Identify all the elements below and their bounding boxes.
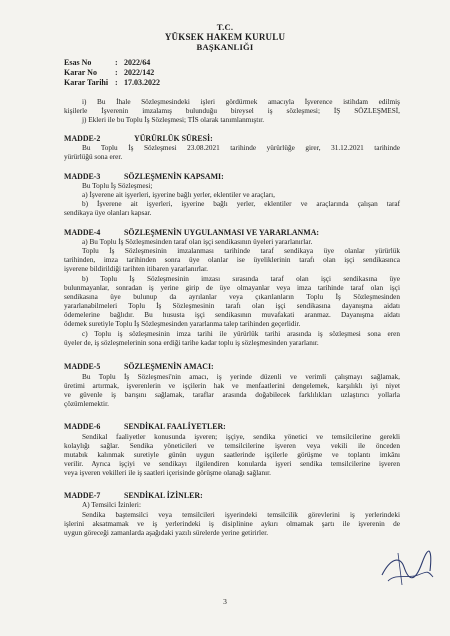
paragraph-line: çözümlemektir. [64,400,109,408]
paragraph-line: b) Toplu İş Sözleşmesinin imzası sırasında taraf olan işçi sendikasına üye [82,275,400,283]
madde-number: MADDE-6 [64,422,101,431]
esas-no-value: 2022/64 [124,58,151,67]
paragraph-line: bulunmayanlar, sonradan iş yerine girip de üye olmayanlar veya imza tarihinde taraf olan işçi [64,284,400,292]
karar-tarihi-value: 17.03.2022 [124,78,160,87]
paragraph-line: veya işveren vekilleri ile iş saatleri içerisinde görüşme olanağı sağlanır. [64,469,271,477]
paragraph-line: Bu Toplu İş Sözleşmesi 23.08.2021 tarihinde yürürlüğe girer, 31.12.2021 tarihinde [82,144,400,152]
paragraph-line: üyeler de, iş sözleşmelerinin sona erdiği tarihe kadar toplu iş sözleşmesinden yararlanır. [64,339,319,347]
paragraph-line: üretimi artırmak, işverenlerin ve işçilerin hak ve menfaatlerini dengelemek, karşılıklı iyi niyet [64,382,400,390]
paragraph-line: yararlanabilmeleri Toplu İş Sözleşmesinin tarafı olan işçi sendikasına dayanışma aidatı [64,302,400,310]
esas-no-label: Esas No [64,58,92,67]
paragraph-line: işverene bildirildiği tarihten itibaren yararlanırlar. [64,265,208,273]
paragraph-line: c) Toplu iş sözleşmesinin imza tarihi ile yürürlük tarihi arasında iş sözleşmesi sona eren [82,330,400,338]
intro-line: kişilerle İşverenin imzalamış bulunduğu bireysel iş sözleşmesi; İŞ SÖZLEŞMESİ, [64,107,400,115]
paragraph-line: sendikaya üye olanları kapsar. [64,209,152,217]
paragraph-line: Bu Toplu İş Sözleşmesi'nin amacı, iş yerinde düzenli ve verimli çalışmayı sağlamak, [82,373,400,381]
paragraph-line: a) Bu Toplu İş Sözleşmesinden taraf olan işçi sendikasının üyeleri yararlanırlar. [82,238,313,246]
paragraph-line: tarihinden, imza tarihinden sonra üye olanlar ise üyeliklerinin tarafı olan işçi sendikasınca [64,256,400,264]
paragraph-line: kolaylığı sağlar. Sendika yöneticileri ve temsilcilerine işveren veya vekili ile önceden [64,442,400,450]
header-court: YÜKSEK HAKEM KURULU [164,32,286,42]
paragraph-line: Bu Toplu İş Sözleşmesi; [82,182,153,190]
paragraph-line: A) Temsilci İzinleri: [82,501,141,509]
paragraph-line: Toplu İş Sözleşmesinin imzalanması tarihinde taraf sendikaya üye olanlar yürürlük [82,247,400,255]
paragraph-line: ödemek suretiyle Toplu İş Sözleşmesinden yararlanma talep tarihinden geçerlidir. [64,320,301,328]
madde-title: SÖZLEŞMENİN AMACI: [124,362,214,371]
paragraph-line: Sendika baştemsilci veya temsilcileri işyerindeki temsilcilik görevlerini iş yerlerindeki [82,511,400,519]
karar-no-value: 2022/142 [124,68,155,77]
madde-title: YÜRÜRLÜK SÜRESİ: [134,134,213,143]
paragraph-line: uygun göreceği zamanlarda aşağıdaki yazılı sürelerde yerine getirirler. [64,529,269,537]
madde-title: SENDİKAL İZİNLER: [124,491,203,500]
page-number: 3 [223,597,227,606]
karar-no-label: Karar No [64,68,97,77]
paragraph-line: yürürlüğü sona erer. [64,153,123,161]
paragraph-line: sendikasına üye bulunup da ayrılanlar veya çıkarılanların Toplu İş Sözleşmesinden [64,293,400,301]
separator: : [115,68,118,77]
paragraph-line: ve güvenle iş barışını sağlamak, taraflar arasında doğabilecek farklılıkları uzlaştırıcı yollarla [64,391,400,399]
madde-number: MADDE-3 [64,172,101,181]
paragraph-line: mutabık kalınmak suretiyle günün uygun saatlerinde işçilerle görüşme ve toplantı imkânı [64,451,400,459]
header-tc: T.C. [216,22,234,32]
paragraph-line: a) İşverene ait işyerleri, işyerine bağlı yerler, eklentiler ve araçları, [82,191,275,199]
paragraph-line: b) İşverene ait işyerleri, işyerine bağlı yerler, eklentiler ve araçlarında çalışan taraf [82,200,400,208]
karar-tarihi-label: Karar Tarihi [64,78,109,87]
separator: : [115,78,118,87]
header-presidency: BAŞKANLIĞI [196,42,254,52]
madde-title: SÖZLEŞMENİN UYGULANMASI VE YARARLANMA: [124,228,320,237]
madde-number: MADDE-5 [64,362,101,371]
paragraph-line: verilir. Ayrıca işçiyi ve sendikayı ilgilendiren konularda işyeri sendika temsilcilerine işveren [64,460,400,468]
madde-number: MADDE-4 [64,228,101,237]
madde-title: SÖZLEŞMENİN KAPSAMI: [124,172,224,181]
madde-number: MADDE-7 [64,491,101,500]
madde-title: SENDİKAL FAALİYETLER: [124,422,226,431]
intro-line: i) Bu İhale Sözleşmesindeki işleri gördürmek amacıyla İşverence istihdam edilmiş [82,98,400,106]
paragraph-line: işlerini aksatmamak ve iş yerlerindeki iş disiplinine aykırı olmamak şartı ile işverenin de [64,520,400,528]
intro-line: j) Ekleri ile bu Toplu İş Sözleşmesi; TİS olarak tanımlanmıştır. [82,116,265,124]
madde-number: MADDE-2 [64,134,101,143]
separator: : [115,58,118,67]
paragraph-line: Sendikal faaliyetler konusunda işveren; işçiye, sendika yönetici ve temsilcilerine gerekli [82,433,400,441]
signature-mark [378,545,436,593]
paragraph-line: ödemelerine bağlıdır. Bu hususta işçi sendikasının muvafakati aranmaz. Dayanışma aidatı [64,311,400,319]
